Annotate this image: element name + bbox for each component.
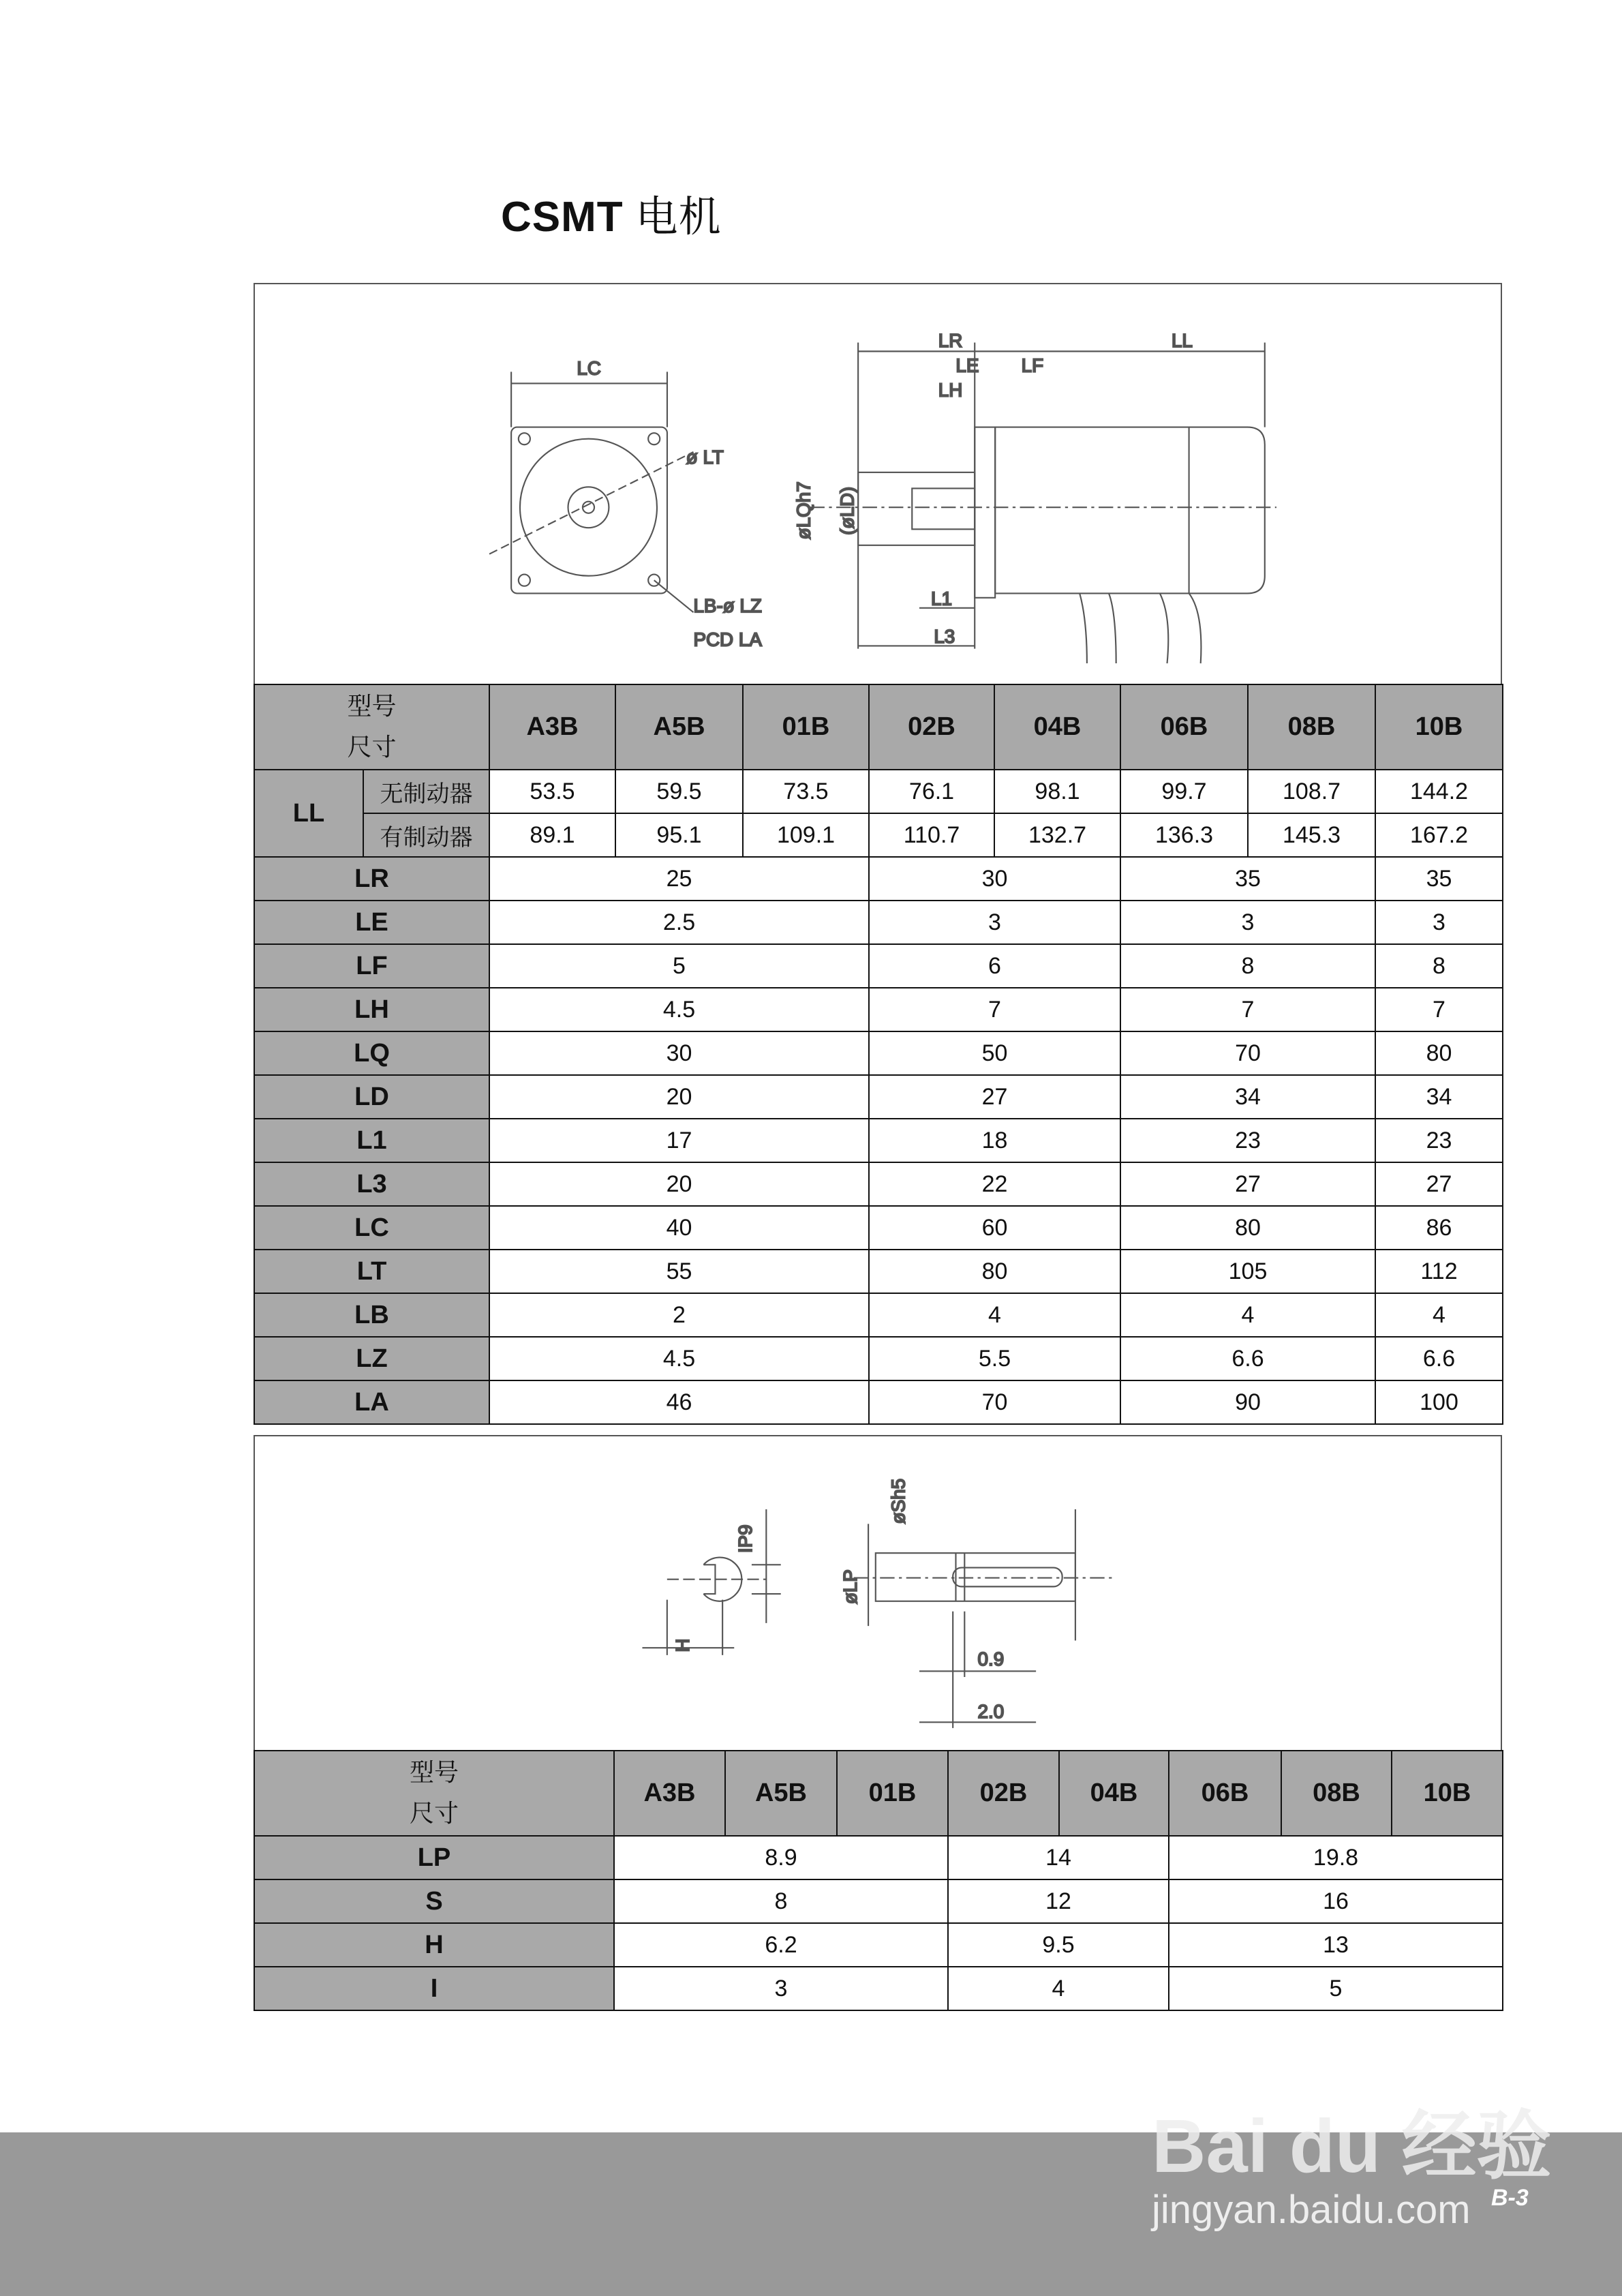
- table-row: [254, 1836, 1503, 1879]
- label-lh: LH: [938, 379, 963, 401]
- table-cell: 3: [1375, 901, 1503, 944]
- table-cell: 8: [614, 1879, 948, 1923]
- model-header: 04B: [1059, 1751, 1169, 1836]
- watermark-url: jingyan.baidu.com: [1152, 2188, 1471, 2232]
- row-label: LP: [254, 1836, 614, 1879]
- table-cell: 5.5: [869, 1337, 1120, 1380]
- table-row: [254, 1879, 1503, 1923]
- row-label-ll: LL: [254, 770, 363, 857]
- row-label: S: [254, 1879, 614, 1923]
- header-model-label: 型号: [409, 1758, 459, 1787]
- row-label: LE: [254, 901, 489, 944]
- table-cell: 8: [1375, 944, 1503, 988]
- model-header: A5B: [615, 684, 743, 770]
- table-cell: 95.1: [615, 813, 743, 857]
- label-lr: LR: [938, 329, 963, 351]
- row-sublabel: 无制动器: [363, 770, 489, 813]
- table-cell: 53.5: [489, 770, 615, 813]
- model-header: 01B: [743, 684, 869, 770]
- table-cell: 2: [489, 1293, 869, 1337]
- header-model-label: 型号: [347, 692, 397, 721]
- table-cell: 35: [1120, 857, 1375, 901]
- label-l1: L1: [931, 588, 952, 609]
- table-cell: 80: [869, 1250, 1120, 1293]
- row-label: LQ: [254, 1031, 489, 1075]
- label-d2: 2.0: [977, 1700, 1005, 1722]
- table-cell: 6: [869, 944, 1120, 988]
- table-cell: 22: [869, 1162, 1120, 1206]
- row-label: LF: [254, 944, 489, 988]
- table-cell: 3: [869, 901, 1120, 944]
- table-cell: 9.5: [948, 1923, 1169, 1967]
- table-cell: 136.3: [1120, 813, 1248, 857]
- label-d1: 0.9: [977, 1648, 1005, 1670]
- table-row: [254, 1293, 1503, 1337]
- table-cell: 3: [1120, 901, 1375, 944]
- row-label: L3: [254, 1162, 489, 1206]
- title-model: CSMT: [501, 194, 624, 241]
- label-s: øSh5: [887, 1478, 909, 1524]
- table-cell: 27: [1120, 1162, 1375, 1206]
- table-row: [254, 1075, 1503, 1119]
- table-cell: 20: [489, 1075, 869, 1119]
- table-row: [254, 1206, 1503, 1250]
- table-cell: 100: [1375, 1380, 1503, 1424]
- table-cell: 25: [489, 857, 869, 901]
- table-cell: 108.7: [1248, 770, 1375, 813]
- model-header: 10B: [1375, 684, 1503, 770]
- table-row: [254, 944, 1503, 988]
- model-header: 06B: [1169, 1751, 1281, 1836]
- label-l3: L3: [934, 626, 955, 648]
- table-cell: 167.2: [1375, 813, 1503, 857]
- table-row: [254, 1967, 1503, 2010]
- page-number: B-3: [1491, 2185, 1529, 2211]
- table-cell: 4: [1120, 1293, 1375, 1337]
- row-label: LH: [254, 988, 489, 1031]
- table-cell: 110.7: [869, 813, 994, 857]
- table-cell: 30: [869, 857, 1120, 901]
- table-cell: 5: [489, 944, 869, 988]
- table-cell: 80: [1120, 1206, 1375, 1250]
- table-cell: 50: [869, 1031, 1120, 1075]
- table-cell: 112: [1375, 1250, 1503, 1293]
- table-cell: 145.3: [1248, 813, 1375, 857]
- table-cell: 13: [1169, 1923, 1503, 1967]
- label-le: LE: [955, 354, 979, 376]
- row-label: LB: [254, 1293, 489, 1337]
- title-name: 电机: [635, 192, 722, 241]
- label-lf: LF: [1021, 354, 1044, 376]
- row-label: I: [254, 1967, 614, 2010]
- table-cell: 109.1: [743, 813, 869, 857]
- row-label: LZ: [254, 1337, 489, 1380]
- table-row: [254, 1162, 1503, 1206]
- table-cell: 73.5: [743, 770, 869, 813]
- model-header: 02B: [948, 1751, 1059, 1836]
- row-label: LA: [254, 1380, 489, 1424]
- table-cell: 132.7: [994, 813, 1120, 857]
- table-cell: 34: [1120, 1075, 1375, 1119]
- shaft-drawing-svg: [255, 1436, 1501, 1750]
- motor-dimension-drawing: [254, 283, 1502, 685]
- table-cell: 8: [1120, 944, 1375, 988]
- table-cell: 20: [489, 1162, 869, 1206]
- table-row: [254, 1031, 1503, 1075]
- header-label: [254, 1751, 614, 1836]
- table-cell: 144.2: [1375, 770, 1503, 813]
- table-cell: 2.5: [489, 901, 869, 944]
- label-lq: øLQh7: [793, 481, 814, 540]
- watermark-logo: Bai du 经验: [1152, 2104, 1552, 2188]
- table-row-ll-brake: [254, 813, 1503, 857]
- table-cell: 4: [1375, 1293, 1503, 1337]
- label-h: H: [671, 1638, 693, 1652]
- table-cell: 6.6: [1375, 1337, 1503, 1380]
- table-cell: 4: [948, 1967, 1169, 2010]
- row-label: LD: [254, 1075, 489, 1119]
- table-cell: 5: [1169, 1967, 1503, 2010]
- model-header: 04B: [994, 684, 1120, 770]
- label-lt: ø LT: [686, 447, 724, 468]
- motor-drawing-svg: [255, 284, 1501, 684]
- table-cell: 27: [1375, 1162, 1503, 1206]
- model-header: 10B: [1392, 1751, 1503, 1836]
- table-cell: 60: [869, 1206, 1120, 1250]
- model-header: A5B: [725, 1751, 837, 1836]
- row-sublabel: 有制动器: [363, 813, 489, 857]
- table-cell: 90: [1120, 1380, 1375, 1424]
- table-cell: 7: [1120, 988, 1375, 1031]
- table-cell: 7: [1375, 988, 1503, 1031]
- table-cell: 105: [1120, 1250, 1375, 1293]
- table-row: [254, 1923, 1503, 1967]
- page-title: [501, 183, 722, 243]
- label-ld: (øLD): [836, 486, 858, 535]
- label-pcd: PCD LA: [693, 629, 762, 650]
- table-cell: 23: [1120, 1119, 1375, 1162]
- label-lp: øLP: [839, 1569, 861, 1605]
- table-row: [254, 901, 1503, 944]
- table-cell: 35: [1375, 857, 1503, 901]
- table-cell: 19.8: [1169, 1836, 1503, 1879]
- table-cell: 30: [489, 1031, 869, 1075]
- table-cell: 99.7: [1120, 770, 1248, 813]
- table-cell: 46: [489, 1380, 869, 1424]
- table-cell: 86: [1375, 1206, 1503, 1250]
- shaft-dimension-drawing: [254, 1435, 1502, 1751]
- table-cell: 89.1: [489, 813, 615, 857]
- table-cell: 55: [489, 1250, 869, 1293]
- table-cell: 8.9: [614, 1836, 948, 1879]
- row-label: H: [254, 1923, 614, 1967]
- table-cell: 76.1: [869, 770, 994, 813]
- header-label: [254, 684, 489, 770]
- table-cell: 80: [1375, 1031, 1503, 1075]
- model-header: 08B: [1281, 1751, 1392, 1836]
- header-row: [254, 1751, 1503, 1836]
- table-cell: 70: [869, 1380, 1120, 1424]
- label-lc: LC: [577, 357, 601, 379]
- table-cell: 23: [1375, 1119, 1503, 1162]
- header-size-label: 尺寸: [347, 733, 397, 761]
- table-cell: 70: [1120, 1031, 1375, 1075]
- model-header: 06B: [1120, 684, 1248, 770]
- table-row: [254, 1380, 1503, 1424]
- table-cell: 14: [948, 1836, 1169, 1879]
- table-row: [254, 857, 1503, 901]
- label-ll: LL: [1171, 329, 1193, 351]
- table-cell: 3: [614, 1967, 948, 2010]
- header-row: [254, 684, 1503, 770]
- table-cell: 6.2: [614, 1923, 948, 1967]
- table-row: [254, 988, 1503, 1031]
- table-cell: 18: [869, 1119, 1120, 1162]
- label-lbz: LB-ø LZ: [693, 595, 762, 617]
- table-cell: 59.5: [615, 770, 743, 813]
- table-cell: 4.5: [489, 988, 869, 1031]
- table-cell: 6.6: [1120, 1337, 1375, 1380]
- model-header: 08B: [1248, 684, 1375, 770]
- table-cell: 7: [869, 988, 1120, 1031]
- table-cell: 34: [1375, 1075, 1503, 1119]
- row-label: LR: [254, 857, 489, 901]
- table-cell: 40: [489, 1206, 869, 1250]
- table-row-ll-no_brake: [254, 770, 1503, 813]
- table-row: [254, 1119, 1503, 1162]
- header-size-label: 尺寸: [409, 1799, 459, 1828]
- table-cell: 4.5: [489, 1337, 869, 1380]
- model-header: 02B: [869, 684, 994, 770]
- row-label: LC: [254, 1206, 489, 1250]
- label-i: IP9: [734, 1524, 756, 1554]
- table-cell: 27: [869, 1075, 1120, 1119]
- model-header: A3B: [614, 1751, 725, 1836]
- table-cell: 4: [869, 1293, 1120, 1337]
- dimension-table-1: [254, 684, 1503, 1425]
- model-header: 01B: [837, 1751, 948, 1836]
- table-cell: 98.1: [994, 770, 1120, 813]
- dimension-table-2: [254, 1750, 1503, 2011]
- table-row: [254, 1337, 1503, 1380]
- model-header: A3B: [489, 684, 615, 770]
- row-label: LT: [254, 1250, 489, 1293]
- table-cell: 17: [489, 1119, 869, 1162]
- row-label: L1: [254, 1119, 489, 1162]
- table-cell: 12: [948, 1879, 1169, 1923]
- table-cell: 16: [1169, 1879, 1503, 1923]
- table-row: [254, 1250, 1503, 1293]
